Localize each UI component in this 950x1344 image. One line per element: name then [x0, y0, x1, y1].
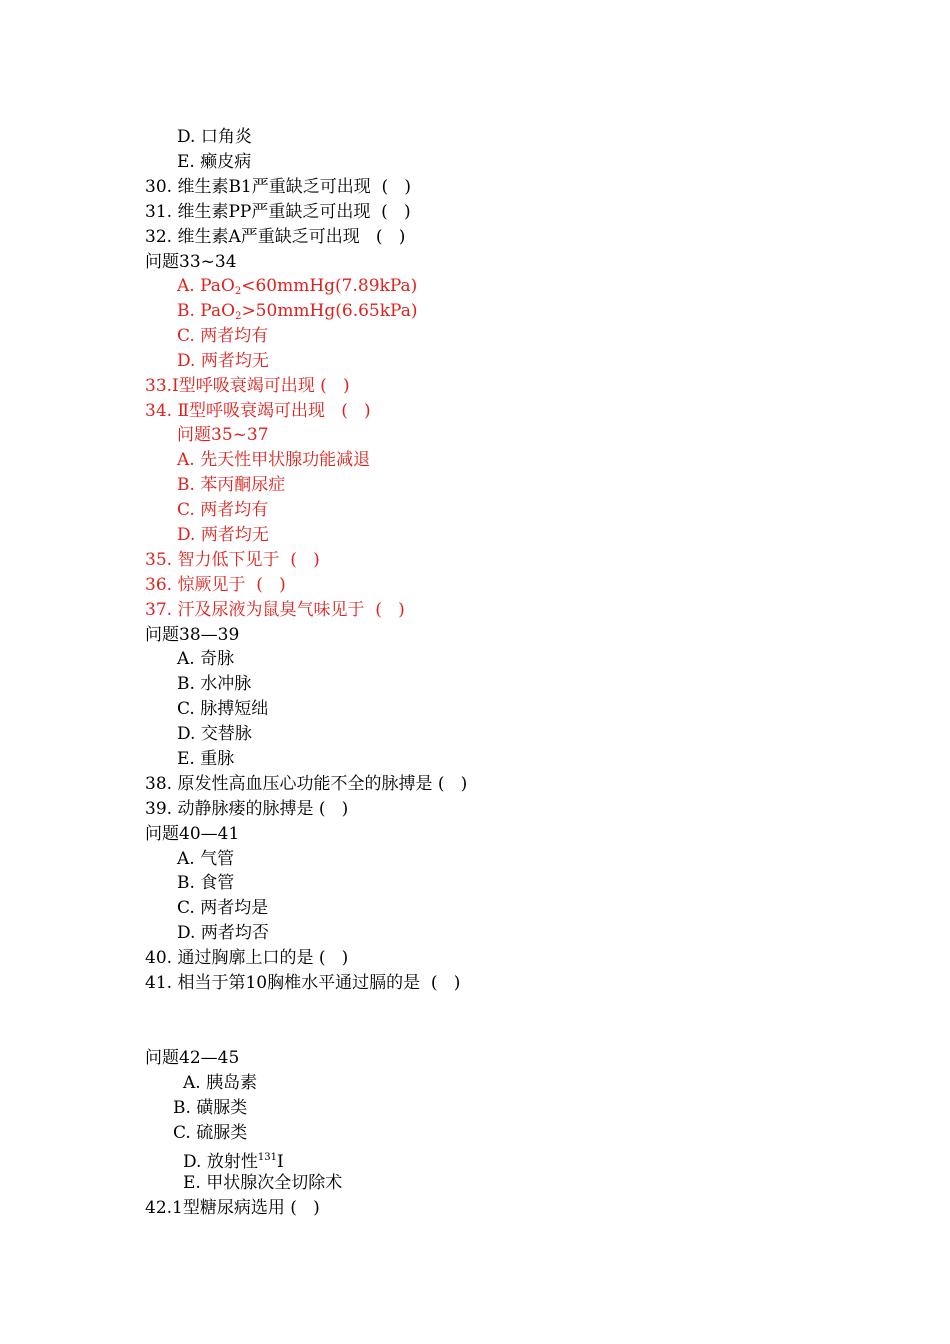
option-a-pao2 — [177, 274, 417, 298]
option-c-both: C. 两者均有 — [177, 500, 269, 520]
option-a-value: <60mmHg(7.89kPa) — [241, 276, 418, 296]
option-b-water-hammer-pulse: B. 水冲脉 — [177, 674, 252, 694]
option-d-radioactive-iodine — [183, 1146, 284, 1170]
question-group-33-34: 问题33~34 — [145, 252, 237, 272]
question-group-35-37: 问题35~37 — [177, 425, 269, 445]
option-d-pulsus-alternans: D. 交替脉 — [177, 724, 252, 744]
option-c-both: C. 两者均有 — [177, 326, 269, 346]
option-b-value: >50mmHg(6.65kPa) — [241, 301, 418, 321]
iodine-symbol: I — [276, 1152, 284, 1172]
option-d-neither: D. 两者均否 — [177, 923, 269, 943]
option-b-pku: B. 苯丙酮尿症 — [177, 475, 286, 495]
option-d-neither: D. 两者均无 — [177, 351, 269, 371]
question-42: 42.1型糖尿病选用 ( ) — [145, 1198, 320, 1218]
subscript-2: 2 — [235, 311, 242, 322]
question-31: 31. 维生素PP严重缺乏可出现 ( ) — [145, 202, 411, 222]
question-33: 33.I型呼吸衰竭可出现 ( ) — [145, 376, 350, 396]
option-d-text: D. 放射性 — [183, 1152, 258, 1172]
option-b-pao2 — [177, 299, 418, 323]
option-a-insulin: A. 胰岛素 — [183, 1073, 258, 1093]
question-36: 36. 惊厥见于 ( ) — [145, 575, 286, 595]
option-a-pulsus-paradoxus: A. 奇脉 — [177, 649, 235, 669]
option-b-sulfonylureas: B. 磺脲类 — [173, 1098, 248, 1118]
superscript-131: 131 — [257, 1152, 277, 1163]
question-37: 37. 汗及尿液为鼠臭气味见于 ( ) — [145, 600, 405, 620]
option-a-trachea: A. 气管 — [177, 849, 235, 869]
question-39: 39. 动静脉瘘的脉搏是 ( ) — [145, 799, 349, 819]
option-e-dicrotic-pulse: E. 重脉 — [177, 749, 235, 769]
question-35: 35. 智力低下见于 ( ) — [145, 550, 320, 570]
option-e-pellagra: E. 癞皮病 — [177, 152, 252, 172]
option-a-hypothyroidism: A. 先天性甲状腺功能减退 — [177, 450, 371, 470]
option-e-subtotal-thyroidectomy: E. 甲状腺次全切除术 — [183, 1173, 343, 1193]
option-c-both: C. 两者均是 — [177, 898, 269, 918]
option-c-pulse-deficit: C. 脉搏短绌 — [177, 699, 269, 719]
question-30: 30. 维生素B1严重缺乏可出现 ( ) — [145, 177, 412, 197]
question-32: 32. 维生素A严重缺乏可出现 ( ) — [145, 227, 406, 247]
option-c-thioureas: C. 硫脲类 — [173, 1123, 248, 1143]
question-group-42-45: 问题42—45 — [145, 1048, 240, 1068]
question-38: 38. 原发性高血压心功能不全的脉搏是 ( ) — [145, 774, 468, 794]
option-d-angular-cheilitis: D. 口角炎 — [177, 127, 252, 147]
option-b-esophagus: B. 食管 — [177, 873, 235, 893]
option-d-neither: D. 两者均无 — [177, 525, 269, 545]
question-34: 34. Ⅱ型呼吸衰竭可出现 ( ) — [145, 401, 371, 421]
question-group-38-39: 问题38—39 — [145, 625, 240, 645]
question-40: 40. 通过胸廓上口的是 ( ) — [145, 948, 349, 968]
question-41: 41. 相当于第10胸椎水平通过膈的是 ( ) — [145, 973, 461, 993]
question-group-40-41: 问题40—41 — [145, 824, 240, 844]
subscript-2: 2 — [234, 286, 242, 297]
option-b-text: B. PaO — [177, 301, 236, 321]
option-a-text: A. PaO — [177, 276, 235, 296]
